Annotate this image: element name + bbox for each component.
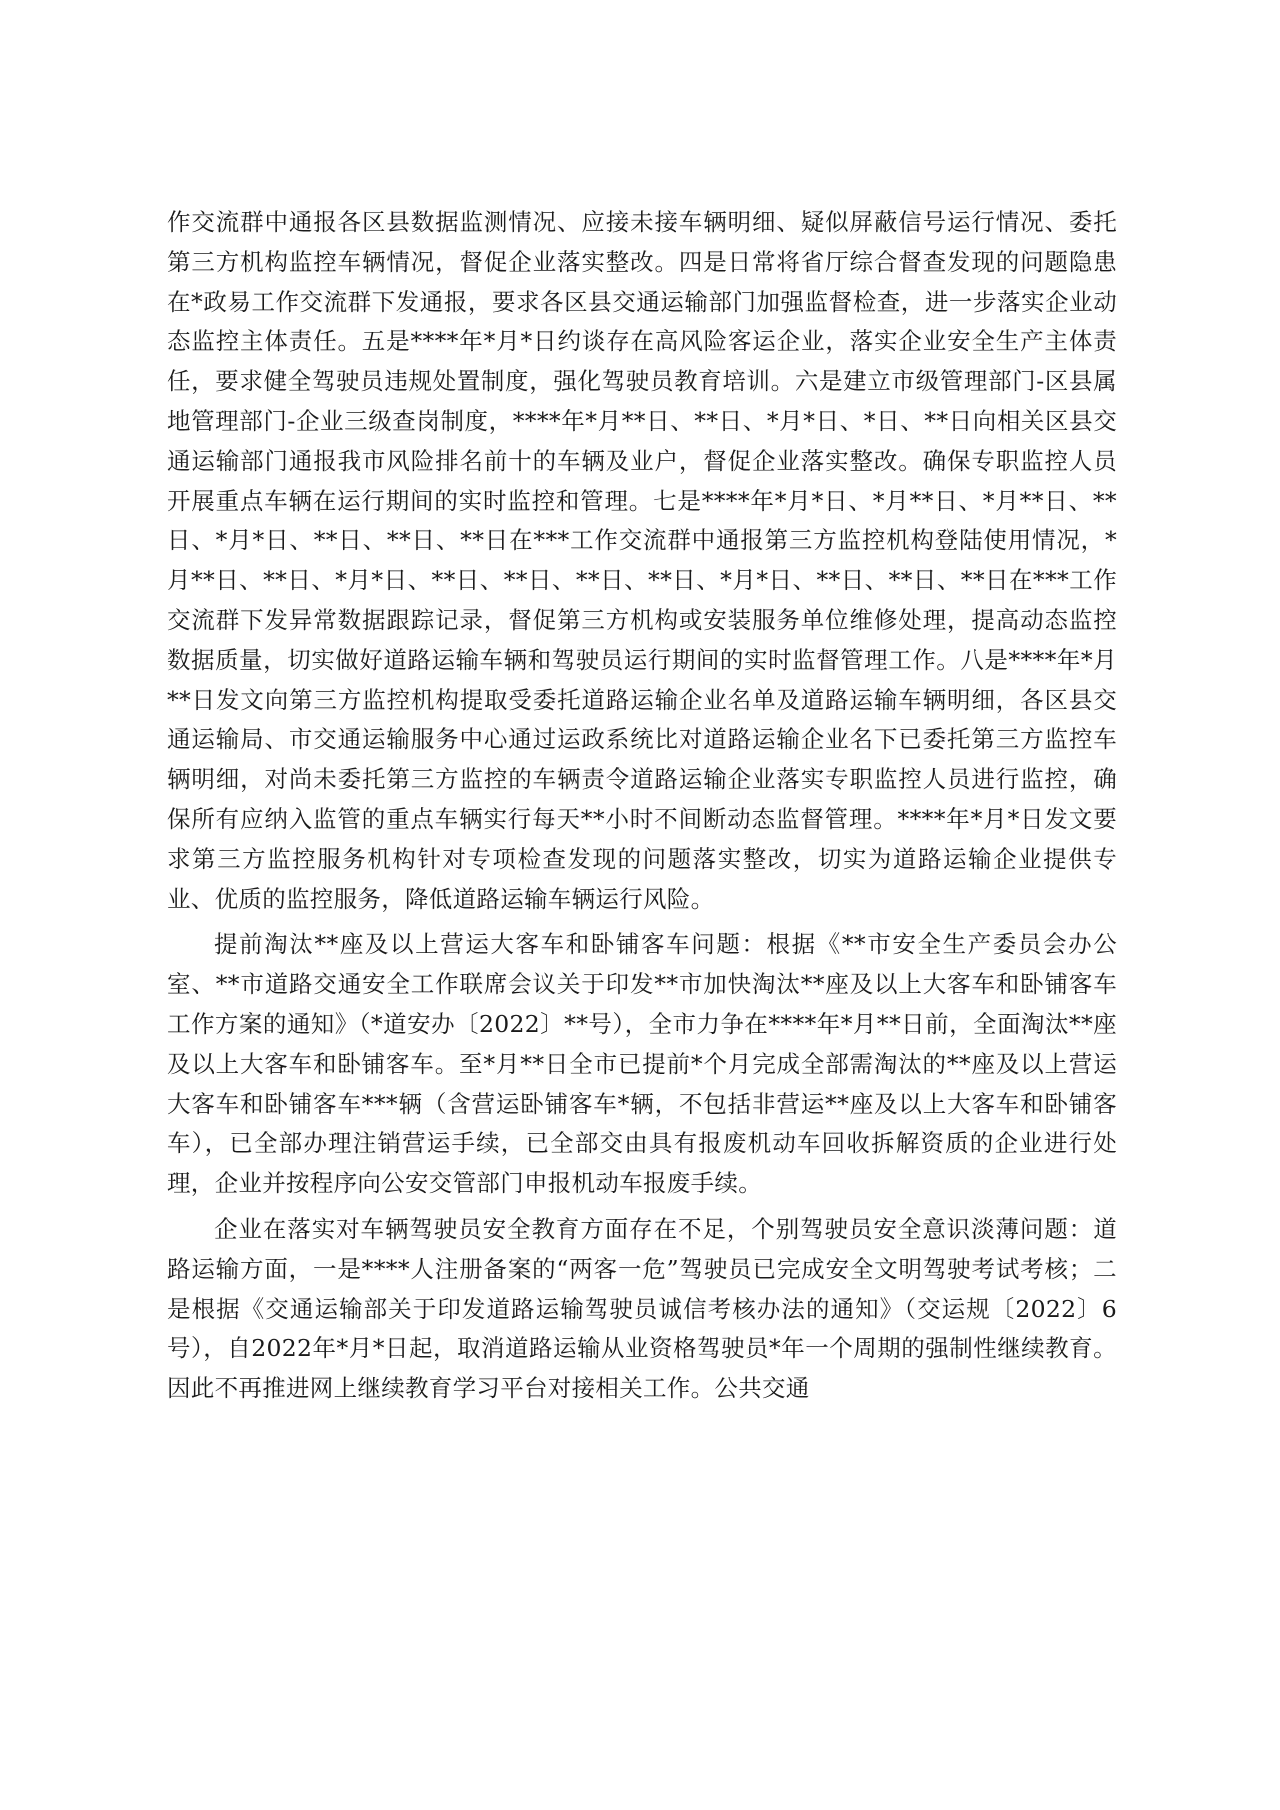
paragraph-bus-elimination: 提前淘汰**座及以上营运大客车和卧铺客车问题：根据《**市安全生产委员会办公室、**市道路交通安全工作联席会议关于印发**市加快淘汰**座及以上大客车和卧铺客车工作方案的通知》（*道安办〔2022〕**号），全市力争在****年*月**日前，全面淘汰**座及以上大客车和卧铺客车。至*月**日全市已提前*个月完成全部需淘汰的**座及以上营运大客车和卧铺客车***辆（含营运卧铺客车*辆，不包括非营运**座及以上大客车和卧铺客车），已全部办理注销营运手续，已全部交由具有报废机动车回收拆解资质的企业进行处理，企业并按程序向公安交管部门申报机动车报废手续。	[167, 930, 1117, 1198]
document-body	[167, 203, 1117, 1409]
paragraph-monitoring-measures: 作交流群中通报各区县数据监测情况、应接未接车辆明细、疑似屏蔽信号运行情况、委托第三方机构监控车辆情况，督促企业落实整改。四是日常将省厅综合督查发现的问题隐患在*政易工作交流群下发通报，要求各区县交通运输部门加强监督检查，进一步落实企业动态监控主体责任。五是****年*月*日约谈存在高风险客运企业，落实企业安全生产主体责任，要求健全驾驶员违规处置制度，强化驾驶员教育培训。六是建立市级管理部门-区县属地管理部门-企业三级查岗制度，****年*月**日、**日、*月*日、*日、**日向相关区县交通运输部门通报我市风险排名前十的车辆及业户，督促企业落实整改。确保专职监控人员开展重点车辆在运行期间的实时监控和管理。七是****年*月*日、*月**日、*月**日、**日、*月*日、**日、**日、**日在***工作交流群中通报第三方监控机构登陆使用情况，*月**日、**日、*月*日、**日、**日、**日、**日、*月*日、**日、**日、**日在***工作交流群下发异常数据跟踪记录，督促第三方机构或安装服务单位维修处理，提高动态监控数据质量，切实做好道路运输车辆和驾驶员运行期间的实时监督管理工作。八是****年*月**日发文向第三方监控机构提取受委托道路运输企业名单及道路运输车辆明细，各区县交通运输局、市交通运输服务中心通过运政系统比对道路运输企业名下已委托第三方监控车辆明细，对尚未委托第三方监控的车辆责令道路运输企业落实专职监控人员进行监控，确保所有应纳入监管的重点车辆实行每天**小时不间断动态监督管理。****年*月*日发文要求第三方监控服务机构针对专项检查发现的问题落实整改，切实为道路运输企业提供专业、优质的监控服务，降低道路运输车辆运行风险。	[167, 208, 1117, 913]
paragraph-driver-education: 企业在落实对车辆驾驶员安全教育方面存在不足，个别驾驶员安全意识淡薄问题：道路运输方面，一是****人注册备案的“两客一危”驾驶员已完成安全文明驾驶考试考核；二是根据《交通运输部关于印发道路运输驾驶员诚信考核办法的通知》（交运规〔2022〕6号），自2022年*月*日起，取消道路运输从业资格驾驶员*年一个周期的强制性继续教育。因此不再推进网上继续教育学习平台对接相关工作。公共交通	[167, 1214, 1117, 1403]
